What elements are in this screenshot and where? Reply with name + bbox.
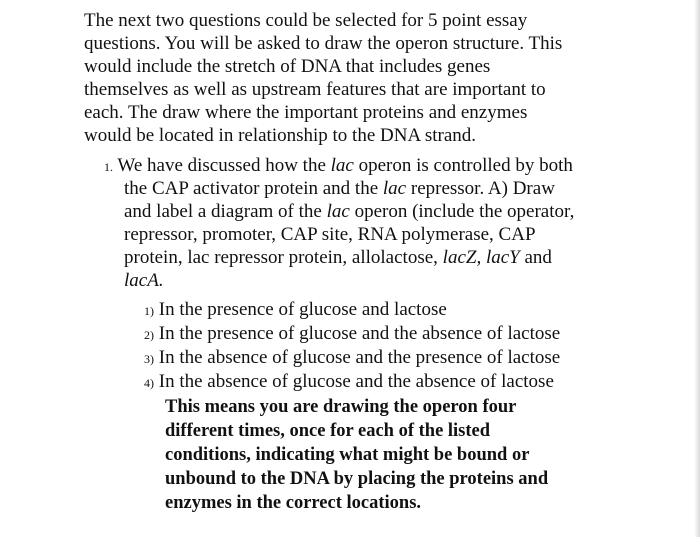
intro-line: would be located in relationship to the DNA strand. — [84, 125, 477, 146]
question-text: protein, lac repressor protein, allolactose, — [124, 247, 443, 268]
lac-term: lac — [382, 178, 407, 199]
question-text: operon (include the operator, — [349, 201, 575, 222]
condition-item — [144, 347, 560, 370]
question-text: operon is controlled by both — [353, 155, 573, 176]
condition-text: In the absence of glucose and the absence of lactose — [158, 371, 554, 392]
question-1-line — [124, 224, 536, 246]
condition-item — [144, 371, 554, 394]
condition-item — [144, 323, 560, 346]
condition-number: 4) — [144, 376, 154, 390]
lac-term: lac — [330, 155, 354, 176]
intro-line: questions. You will be asked to draw the operon structure. This — [84, 33, 563, 54]
note-line: unbound to the DNA by placing the proteins and — [165, 469, 549, 489]
question-text: and label a diagram of the — [124, 201, 327, 222]
note-line: enzymes in the correct locations. — [165, 493, 422, 513]
question-1-line — [124, 178, 555, 200]
condition-text: In the presence of glucose and lactose — [158, 299, 447, 320]
question-text: the CAP activator protein and the — [124, 178, 383, 199]
note-line: different times, once for each of the listed — [165, 421, 491, 441]
lac-term: lac — [326, 201, 350, 222]
intro-line: each. The draw where the important proteins and enzymes — [84, 102, 528, 123]
note-line: conditions, indicating what might be bound or — [165, 445, 530, 465]
condition-text: In the absence of glucose and the presence of lactose — [158, 347, 561, 368]
question-number: 1. — [104, 160, 113, 174]
question-1-line — [124, 247, 552, 269]
question-1-line — [124, 201, 574, 223]
question-text: and — [519, 247, 552, 268]
condition-number: 3) — [144, 352, 154, 366]
question-1-line — [104, 155, 573, 178]
question-text: repressor, promoter, CAP site, RNA polymerase, CAP — [124, 224, 536, 245]
question-1-line — [124, 270, 164, 292]
condition-number: 1) — [144, 304, 154, 318]
gene-terms: lacZ, lacY — [442, 247, 520, 268]
intro-line: would include the stretch of DNA that includes genes — [84, 56, 491, 77]
condition-number: 2) — [144, 328, 154, 342]
question-text: We have discussed how the — [117, 155, 331, 176]
question-text: repressor. A) Draw — [406, 178, 555, 199]
note-line: This means you are drawing the operon four — [165, 397, 517, 417]
page-edge-shadow — [694, 0, 700, 537]
intro-line: The next two questions could be selected for 5 point essay — [84, 10, 528, 31]
intro-line: themselves as well as upstream features that are important to — [84, 79, 546, 100]
gene-term: lacA. — [124, 270, 164, 291]
condition-text: In the presence of glucose and the absence of lactose — [158, 323, 561, 344]
condition-item — [144, 299, 447, 322]
